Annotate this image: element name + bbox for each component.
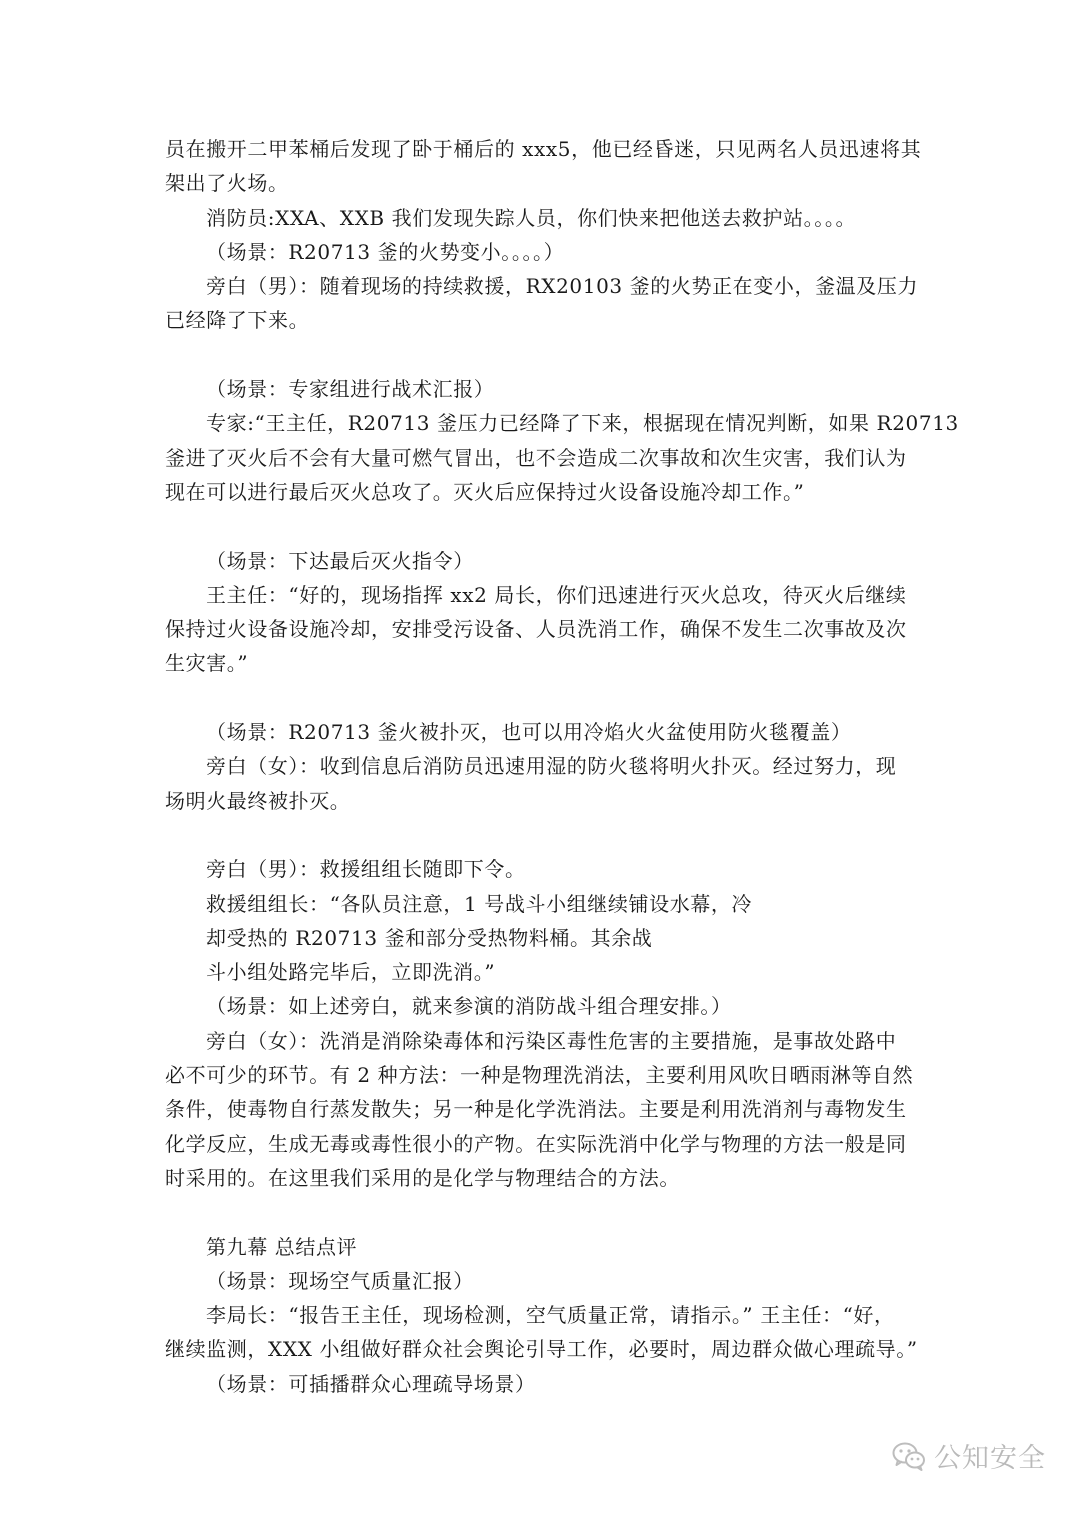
blank-line	[165, 818, 925, 852]
text-line: （场景：现场空气质量汇报）	[206, 1268, 474, 1293]
text-line: 已经降了下来。	[165, 308, 310, 333]
text-line: 却受热的 R20713 釜和部分受热物料桶。其余战	[206, 925, 653, 950]
text-line: 旁白（女）：收到信息后消防员迅速用湿的防火毯将明火扑灭。经过努力，现	[206, 754, 897, 779]
text-line: （场景：可插播群众心理疏导场景）	[206, 1371, 536, 1396]
text-line: 继续监测，XXX 小组做好群众社会舆论引导工作，必要时，周边群众做心理疏导。”	[165, 1337, 918, 1362]
text-line: 生灾害。”	[165, 651, 249, 676]
text-line: 李局长：“报告王主任，现场检测，空气质量正常，请指示。” 王主任：“好，	[206, 1303, 895, 1328]
text-line: 员在搬开二甲苯桶后发现了卧于桶后的 xxx5，他已经昏迷，只见两名人员迅速将其	[165, 137, 922, 161]
text-line: （场景：下达最后灭火指令）	[206, 548, 474, 573]
blank-line	[165, 509, 925, 543]
blank-line	[165, 1195, 925, 1229]
text-line: （场景：R20713 釜火被扑灭，也可以用冷焰火火盆使用防火毯覆盖）	[206, 720, 852, 745]
text-line: 消防员:XXA、XXB 我们发现失踪人员，你们快来把他送去救护站。。。。	[206, 205, 857, 230]
blank-line	[165, 338, 925, 372]
wechat-icon	[892, 1441, 926, 1471]
text-line: 时采用的。在这里我们采用的是化学与物理结合的方法。	[165, 1165, 680, 1190]
text-line: （场景：如上述旁白，就来参演的消防战斗组合理安排。）	[206, 994, 732, 1019]
watermark-text: 公知安全	[934, 1443, 1046, 1474]
text-line: 架出了火场。	[165, 171, 289, 196]
text-line: 斗小组处路完毕后，立即洗消。”	[206, 960, 496, 985]
document-body	[165, 132, 959, 1401]
text-line: 条件，使毒物自行蒸发散失；另一种是化学洗消法。主要是利用洗消剂与毒物发生	[165, 1097, 907, 1122]
text-line: （场景：专家组进行战术汇报）	[206, 377, 495, 402]
text-line: 专家:“王主任，R20713 釜压力已经降了下来，根据现在情况判断，如果 R20713	[206, 411, 959, 436]
text-line: 第九幕 总结点评	[206, 1234, 358, 1259]
text-line: 场明火最终被扑灭。	[165, 788, 351, 813]
text-line: 釜进了灭火后不会有大量可燃气冒出，也不会造成二次事故和次生灾害，我们认为	[165, 445, 907, 470]
text-line: 旁白（男）：随着现场的持续救援，RX20103 釜的火势正在变小，釜温及压力	[206, 274, 919, 299]
text-line: （场景：R20713 釜的火势变小。。。。）	[206, 239, 565, 264]
blank-line	[165, 681, 925, 715]
text-line: 王主任：“好的，现场指挥 xx2 局长，你们迅速进行灭火总攻，待灭火后继续	[206, 582, 907, 607]
text-line: 保持过火设备设施冷却，安排受污设备、人员洗消工作，确保不发生二次事故及次	[165, 617, 907, 642]
text-line: 旁白（男）：救援组组长随即下令。	[206, 857, 526, 882]
watermark	[892, 1436, 1046, 1475]
text-line: 必不可少的环节。有 2 种方法：一种是物理洗消法，主要利用风吹日晒雨淋等自然	[165, 1063, 914, 1088]
text-line: 救援组组长：“各队员注意，1 号战斗小组继续铺设水幕，冷	[206, 891, 753, 916]
text-line: 旁白（女）：洗消是消除染毒体和污染区毒性危害的主要措施，是事故处路中	[206, 1028, 897, 1053]
text-line: 现在可以进行最后灭火总攻了。灭火后应保持过火设备设施冷却工作。”	[165, 479, 805, 504]
text-line: 化学反应，生成无毒或毒性很小的产物。在实际洗消中化学与物理的方法一般是同	[165, 1131, 907, 1156]
